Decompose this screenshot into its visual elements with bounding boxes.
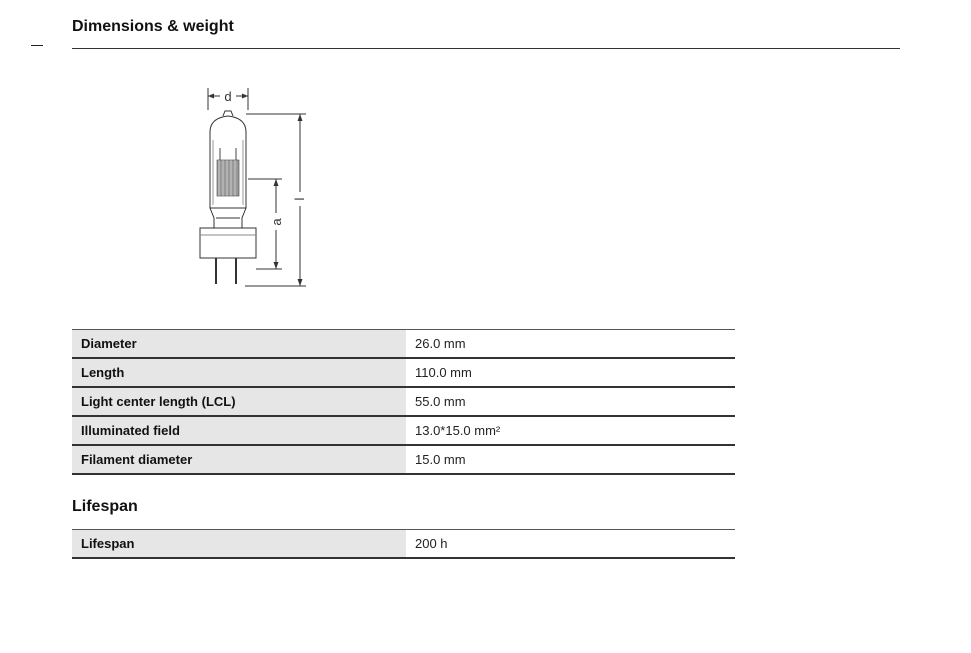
table-row (72, 445, 735, 474)
row-value: 55.0 mm (406, 387, 735, 416)
table-row (72, 530, 735, 559)
heading-divider (72, 48, 900, 49)
dimensions-heading: Dimensions & weight (72, 18, 234, 35)
dimensions-table (72, 329, 735, 475)
lifespan-table (72, 529, 735, 559)
label-l: l (292, 197, 307, 201)
table-row (72, 416, 735, 445)
row-label: Length (72, 358, 406, 387)
label-d: d (224, 89, 232, 104)
side-dash (31, 45, 43, 46)
row-label: Filament diameter (72, 445, 406, 474)
row-value: 13.0*15.0 mm² (406, 416, 735, 445)
row-label: Light center length (LCL) (72, 387, 406, 416)
lamp-dimension-drawing (190, 80, 320, 295)
row-label: Diameter (72, 330, 406, 359)
row-label: Illuminated field (72, 416, 406, 445)
row-label: Lifespan (72, 530, 406, 559)
row-value: 110.0 mm (406, 358, 735, 387)
lifespan-heading: Lifespan (72, 498, 138, 515)
table-row (72, 330, 735, 359)
table-row (72, 358, 735, 387)
row-value: 26.0 mm (406, 330, 735, 359)
row-value: 200 h (406, 530, 735, 559)
label-a: a (269, 218, 284, 226)
row-value: 15.0 mm (406, 445, 735, 474)
table-row (72, 387, 735, 416)
